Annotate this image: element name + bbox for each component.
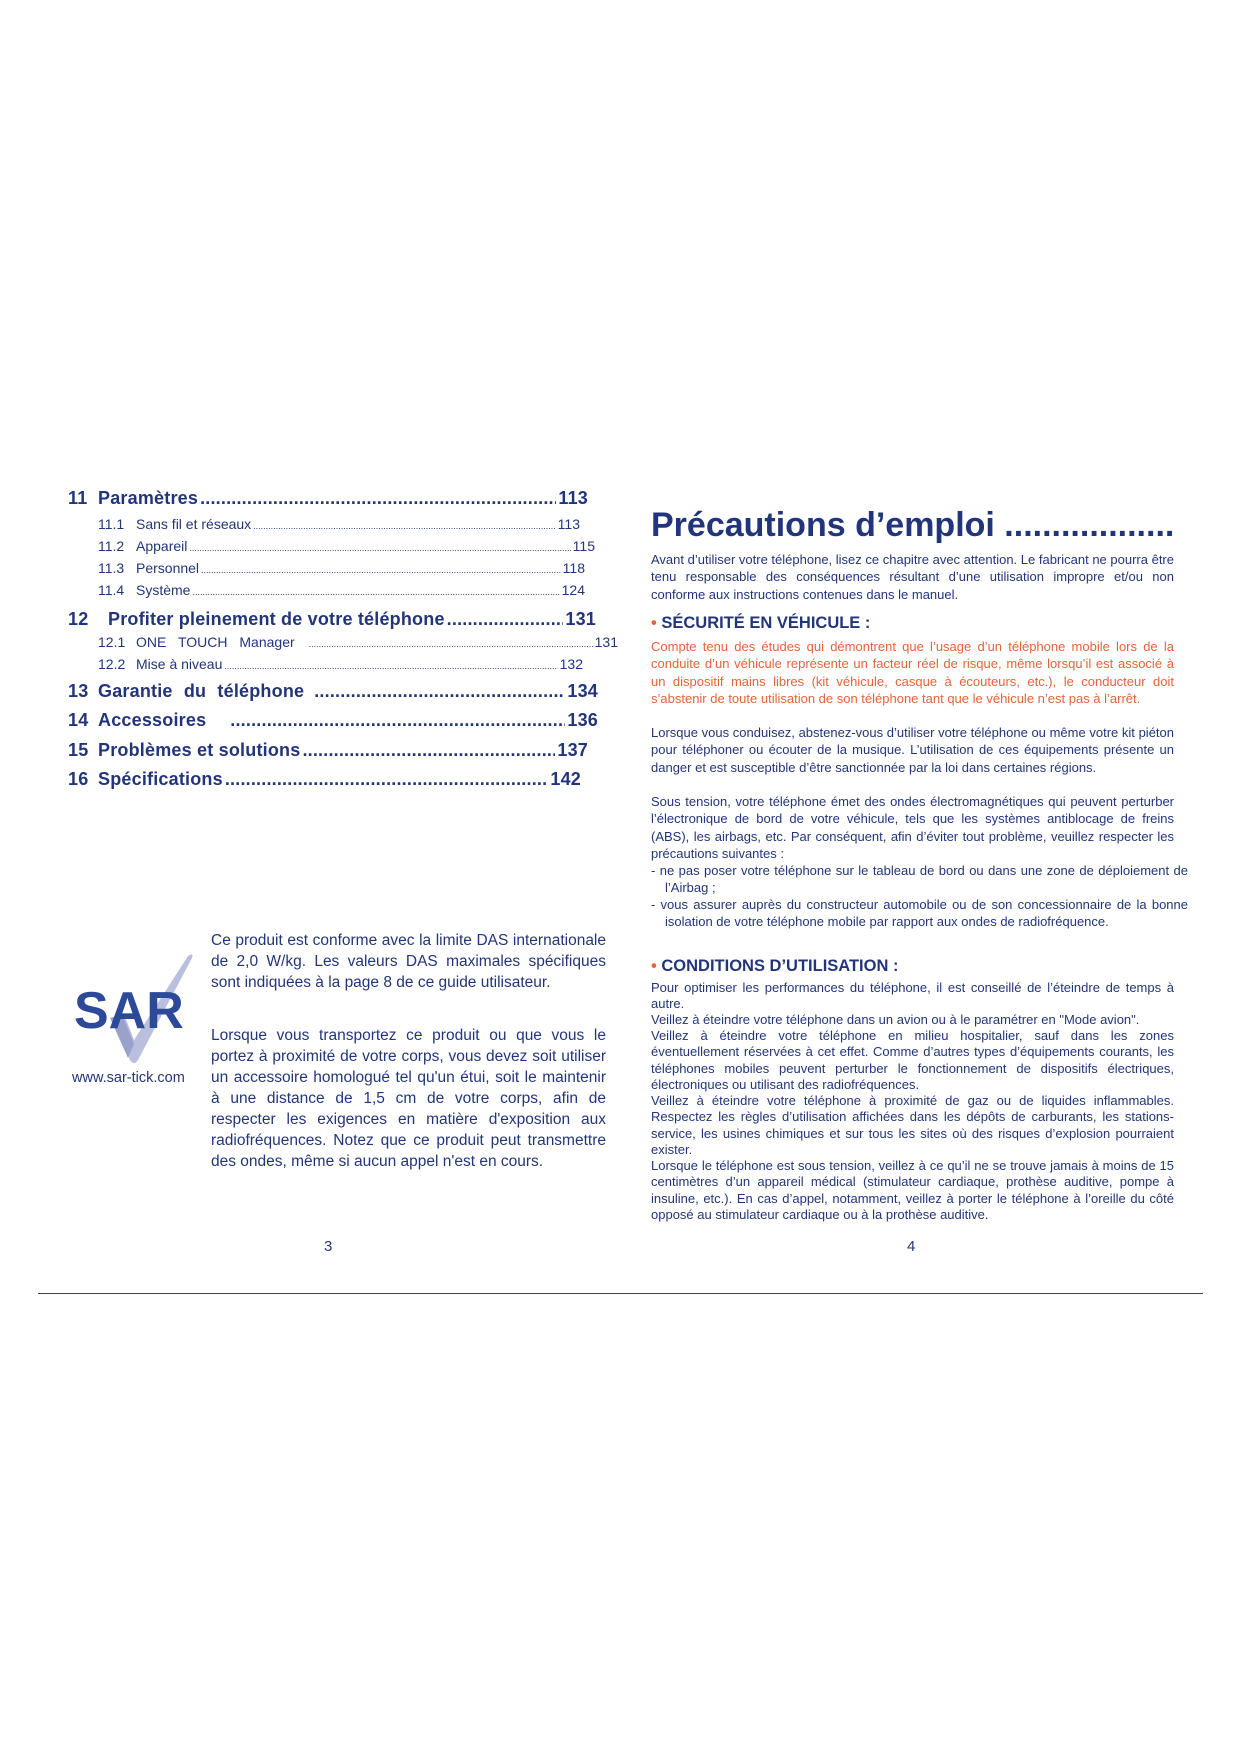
toc-entry-12-2[interactable]: [98, 656, 583, 672]
toc-entry-page: 136: [567, 710, 598, 730]
toc-entry-12-1[interactable]: [98, 634, 618, 650]
toc-entry-title: Problèmes et solutions: [98, 740, 301, 760]
toc-entry-11-2[interactable]: [98, 538, 595, 554]
toc-leader: [309, 639, 593, 649]
toc-entry-title: Sans fil et réseaux: [136, 516, 252, 532]
toc-entry-page: 115: [572, 538, 595, 554]
intro-paragraph: Avant d’utiliser votre téléphone, lisez ce chapitre avec attention. Le fabricant ne pourra être tenu responsable des conséquences résultant d’une utilisation impropre et/ou non conforme aux instructions contenues dans le manuel.: [651, 552, 1174, 602]
toc-entry-title: Profiter pleinement de votre téléphone: [108, 609, 445, 629]
toc-entry-title: Spécifications: [98, 769, 223, 789]
toc-entry-number: 11.1: [98, 516, 125, 532]
toc-entry-number: 11: [68, 488, 88, 508]
toc-entry-page: 113: [558, 488, 588, 508]
vehicle-paragraph-2: Lorsque vous conduisez, abstenez-vous d’utiliser votre téléphone ou même votre kit piéton pour téléphoner ou écouter de la musique. L’utilisation de ces équipements présente un danger et est susceptible d’être sanctionnée par la loi dans certaines régions.: [651, 725, 1174, 775]
toc-entry-title: ONE TOUCH Manager: [136, 634, 295, 650]
toc-leader: [302, 740, 555, 761]
toc-leader: [230, 710, 565, 731]
toc-entry-11-3[interactable]: [98, 560, 585, 576]
toc-leader: [314, 681, 565, 702]
conditions-paragraph: Veillez à éteindre votre téléphone à proximité de gaz ou de liquides inflammables. Respectez les règles d’utilisation affichées dans les dépôts de carburants, les stations-service, les usines chimiques et sur tous les sites où des risques d’explosion pourraient exister.: [651, 1093, 1174, 1157]
toc-entry-page: 113: [557, 516, 580, 532]
toc-leader: [189, 543, 570, 553]
sar-url[interactable]: www.sar-tick.com: [72, 1070, 185, 1086]
toc-leader: [200, 488, 556, 509]
toc-entry-page: 124: [561, 582, 585, 598]
toc-entry-number: 11.3: [98, 560, 125, 576]
page-number-left: 3: [324, 1238, 333, 1255]
sar-paragraph-2: Lorsque vous transportez ce produit ou que vous le portez à proximité de votre corps, vous devez soit utiliser un accessoire homologué tel qu'un étui, soit le maintenir à une distance de 1,5 cm de votre corps, afin de respecter les exigences en matière d'exposition aux radiofréquences. Notez que ce produit peut transmettre des ondes, même si aucun appel n'est en cours.: [211, 1027, 606, 1170]
toc-entry-number: 11.4: [98, 582, 125, 598]
conditions-paragraph: Pour optimiser les performances du téléphone, il est conseillé de l’éteindre de temps à autre.: [651, 980, 1174, 1012]
toc-entry-number: 13: [68, 681, 89, 701]
toc-entry-number: 12: [68, 609, 89, 629]
toc-entry-11[interactable]: [68, 488, 588, 509]
toc-entry-title: Personnel: [136, 560, 200, 576]
toc-leader: [253, 521, 556, 531]
toc-entry-page: 118: [562, 560, 585, 576]
section-heading-conditions: [651, 957, 898, 976]
vehicle-warning-paragraph: Compte tenu des études qui démontrent que l’usage d’un téléphone mobile lors de la conduite d’un véhicule représente un facteur réel de risque, même lorsqu’il est associé à un dispositif mains libres (kit véhicule, casque à écouteurs, etc.), le conducteur doit s’abstenir de toute utilisation de son téléphone tant que le véhicule n’est pas à l’arrêt.: [651, 639, 1174, 706]
toc-leader: [224, 661, 557, 671]
toc-entry-page: 131: [594, 634, 618, 650]
toc-leader: [192, 587, 559, 597]
vehicle-paragraph-3: Sous tension, votre téléphone émet des ondes électromagnétiques qui peuvent perturber l’électronique de bord de votre véhicule, tels que les systèmes antiblocage de freins (ABS), les airbags, etc. Par conséquent, afin d’éviter tout problème, veuillez respecter les précautions suivantes :: [651, 794, 1174, 861]
toc-leader: [201, 565, 561, 575]
toc-entry-title: Garantie du téléphone: [98, 681, 305, 701]
toc-leader: [225, 769, 549, 790]
toc-entry-number: 12.1: [98, 634, 126, 650]
toc-entry-number: 15: [68, 740, 89, 760]
toc-entry-page: 137: [557, 740, 588, 760]
vehicle-list-item: - ne pas poser votre téléphone sur le tableau de bord ou dans une zone de déploiement de l’Airbag ;: [651, 863, 1188, 896]
page-title: Précautions d’emploi ..................: [651, 506, 1175, 544]
toc-entry-15[interactable]: [68, 740, 588, 761]
toc-entry-12[interactable]: [68, 609, 596, 630]
toc-entry-title: Paramètres: [98, 488, 199, 508]
sar-logo: [72, 948, 206, 1068]
toc-entry-title: Système: [136, 582, 191, 598]
section-heading-text: SÉCURITÉ EN VÉHICULE :: [661, 614, 871, 632]
toc-entry-page: 142: [550, 769, 581, 789]
conditions-paragraph: Lorsque le téléphone est sous tension, veillez à ce qu’il ne se trouve jamais à moins de 15 centimètres d’un appareil médical (stimulateur cardiaque, prothèse auditive, pompe à insuline, etc.). En cas d’appel, notamment, veillez à porter le téléphone à l’oreille du côté opposé au stimulateur cardiaque ou à la prothèse auditive.: [651, 1158, 1174, 1222]
page-divider: [38, 1293, 1203, 1294]
conditions-paragraph: Veillez à éteindre votre téléphone dans un avion ou à le paramétrer en "Mode avion".: [651, 1012, 1140, 1027]
sar-logo-text: SAR: [74, 982, 184, 1040]
sar-paragraph-1: Ce produit est conforme avec la limite DAS internationale de 2,0 W/kg. Les valeurs DAS maximales spécifiques sont indiquées à la page 8 de ce guide utilisateur.: [211, 932, 606, 991]
conditions-paragraph: Veillez à éteindre votre téléphone en milieu hospitalier, sauf dans les zones éventuellement réservées à cet effet. Comme d’autres types d’équipements courants, les téléphones mobiles peuvent perturber le fonctionnement de dispositifs électriques, électroniques ou utilisant des radiofréquences.: [651, 1028, 1174, 1092]
toc-entry-16[interactable]: [68, 769, 581, 790]
page-number-right: 4: [907, 1238, 916, 1255]
bullet-icon: •: [651, 614, 657, 632]
toc-entry-title: Mise à niveau: [136, 656, 223, 672]
bullet-icon: •: [651, 957, 657, 975]
toc-entry-page: 134: [567, 681, 598, 701]
section-heading-text: CONDITIONS D’UTILISATION :: [661, 957, 899, 975]
toc-entry-title: Accessoires: [98, 710, 207, 730]
vehicle-list-item: - vous assurer auprès du constructeur automobile ou de son concessionnaire de la bonne isolation de votre téléphone mobile par rapport aux ondes de radiofréquence.: [651, 897, 1188, 930]
toc-entry-13[interactable]: [68, 681, 598, 702]
toc-entry-number: 11.2: [98, 538, 125, 554]
toc-entry-page: 132: [559, 656, 583, 672]
toc-entry-14[interactable]: [68, 710, 598, 731]
toc-entry-page: 131: [565, 609, 596, 629]
toc-entry-number: 14: [68, 710, 89, 730]
toc-leader: [447, 609, 564, 630]
toc-entry-number: 12.2: [98, 656, 126, 672]
section-heading-vehicle: [651, 614, 870, 633]
sar-tick-icon: [72, 948, 206, 1068]
toc-entry-11-4[interactable]: [98, 582, 585, 598]
toc-entry-title: Appareil: [136, 538, 188, 554]
toc-entry-11-1[interactable]: [98, 516, 580, 532]
toc-entry-number: 16: [68, 769, 89, 789]
